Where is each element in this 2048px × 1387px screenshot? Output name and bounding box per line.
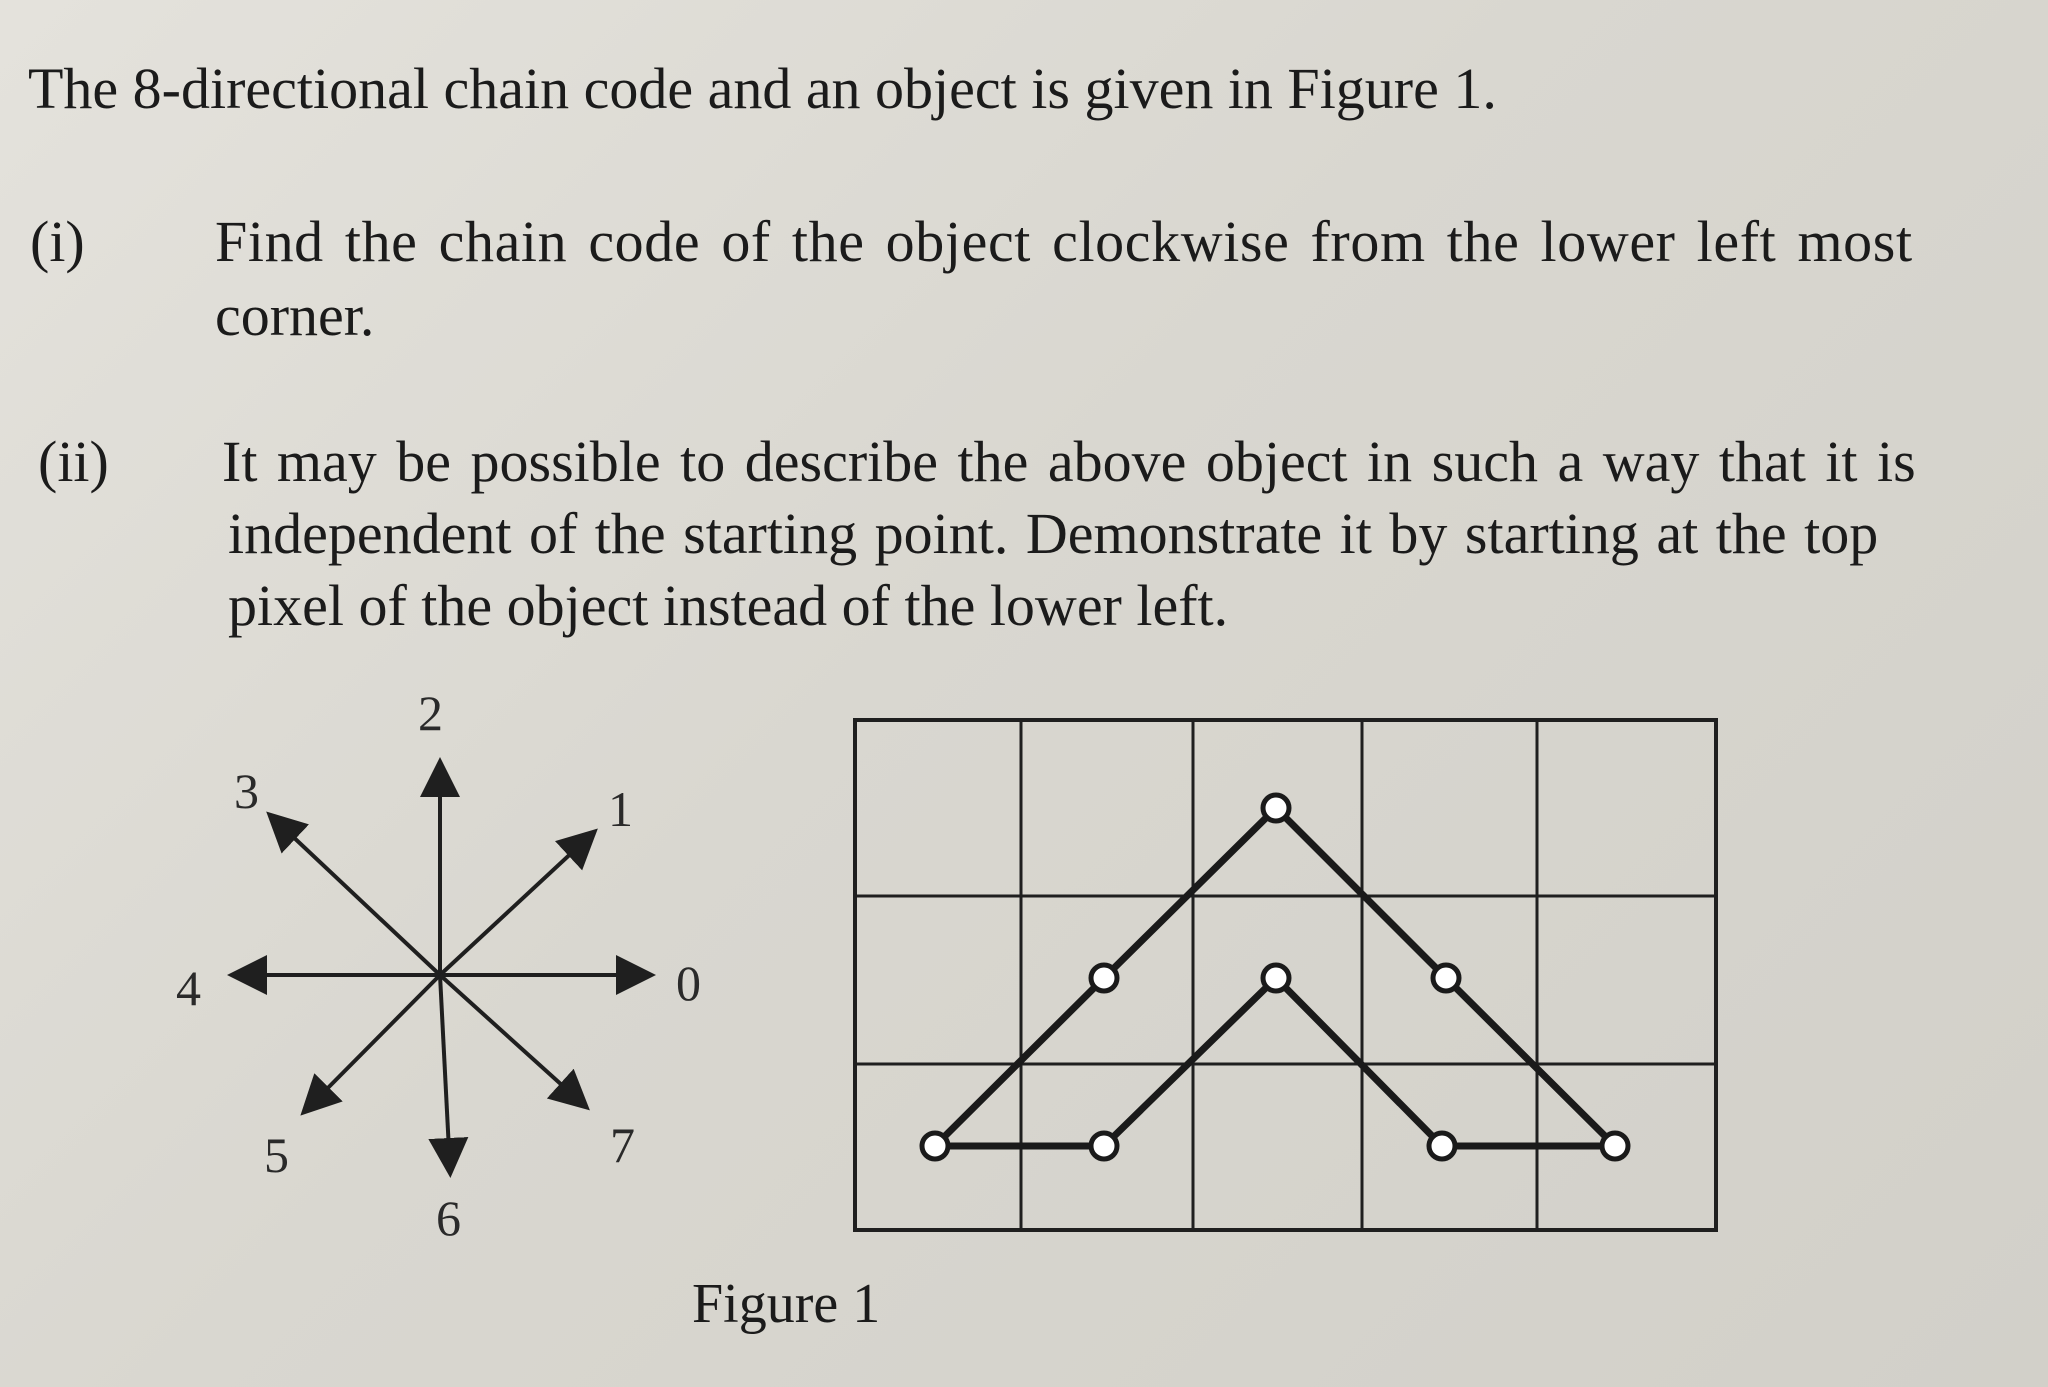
direction-5-arrow: [306, 975, 440, 1110]
boundary-segment: [1276, 978, 1442, 1146]
boundary-pixel: [1263, 965, 1289, 991]
question-i-line-1: Find the chain code of the object clockwise from the lower left most: [215, 209, 1913, 274]
direction-label-1: 1: [608, 781, 633, 837]
boundary-segment: [1446, 978, 1615, 1146]
question-ii-label: (ii): [38, 429, 109, 494]
boundary-segment: [1104, 978, 1276, 1146]
question-ii-line-1: It may be possible to describe the above object in such a way that it is: [222, 429, 1916, 494]
boundary-pixel: [1433, 965, 1459, 991]
direction-label-7: 7: [610, 1117, 635, 1173]
question-i-line-2: corner.: [215, 283, 375, 348]
question-i-label: (i): [30, 209, 85, 274]
boundary-segment: [1104, 808, 1276, 978]
boundary-pixel: [922, 1133, 948, 1159]
object-pixels: [922, 795, 1628, 1159]
direction-7-arrow: [440, 975, 584, 1105]
direction-label-3: 3: [234, 763, 259, 819]
direction-1-arrow: [440, 834, 592, 975]
boundary-pixel: [1429, 1133, 1455, 1159]
boundary-pixel: [1602, 1133, 1628, 1159]
direction-label-0: 0: [676, 955, 701, 1011]
chain-code-direction-diagram: [176, 685, 701, 1246]
boundary-pixel: [1263, 795, 1289, 821]
figure-caption: Figure 1: [692, 1273, 881, 1335]
boundary-pixel: [1091, 965, 1117, 991]
question-ii-line-3: pixel of the object instead of the lower left.: [228, 573, 1229, 638]
direction-3-arrow: [272, 817, 440, 975]
object-grid: [855, 720, 1716, 1230]
direction-label-5: 5: [264, 1127, 289, 1183]
question-ii-line-2: independent of the starting point. Demonstrate it by starting at the top: [228, 501, 1879, 566]
intro-text: The 8-directional chain code and an object is given in Figure 1.: [28, 56, 1497, 121]
direction-label-4: 4: [176, 960, 201, 1016]
boundary-pixel: [1091, 1133, 1117, 1159]
direction-6-arrow: [440, 975, 450, 1170]
direction-label-6: 6: [436, 1190, 461, 1246]
direction-label-2: 2: [418, 685, 443, 741]
